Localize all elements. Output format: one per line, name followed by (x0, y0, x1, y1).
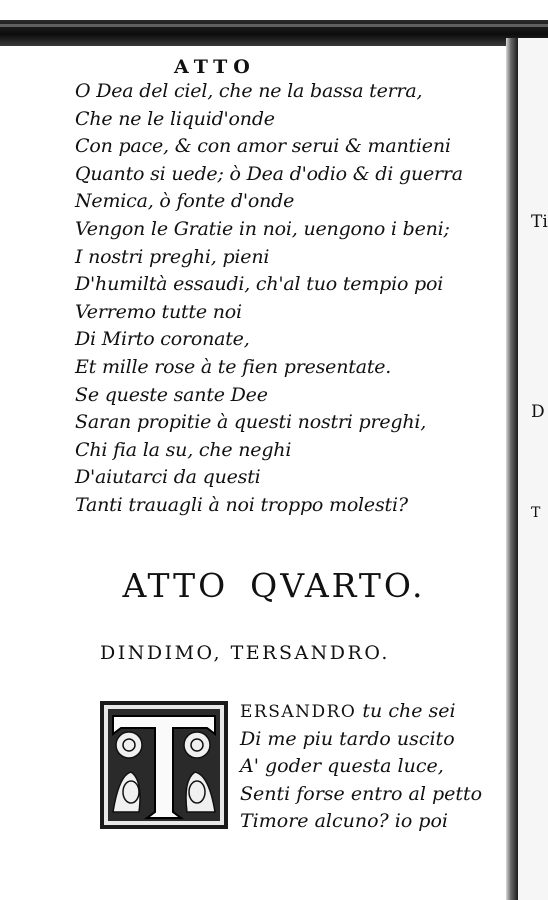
speech-line (240, 781, 482, 809)
verse-line: D'humiltà essaudi, ch'al tuo tempio poi (75, 273, 444, 296)
binding-highlight (0, 24, 548, 27)
woodcut-initial-t (99, 700, 229, 830)
speech-text: tu che sei (356, 700, 456, 722)
speech-line (240, 726, 482, 754)
verse-line: D'aiutarci da questi (75, 466, 261, 489)
verse-line: Nemica, ò fonte d'onde (75, 190, 295, 213)
speech-text: Senti forse entro al petto (240, 782, 483, 805)
speech-line (240, 698, 482, 726)
act-heading-word: ATTO (122, 566, 229, 605)
verse-line: Verremo tutte noi (75, 300, 242, 323)
facing-page-fragment: D (531, 402, 545, 422)
running-head: ATTO (174, 56, 256, 78)
verse-line: I nostri preghi, pieni (75, 245, 270, 268)
verse-line: Con pace, & con amor serui & mantieni (75, 135, 451, 158)
verse-line: Se queste sante Dee (75, 383, 268, 406)
speech-text: A' goder questa luce, (240, 755, 444, 778)
verse-block (75, 78, 463, 520)
speech-line (240, 808, 482, 836)
act-heading (0, 566, 548, 605)
verse-line: Di Mirto coronate, (75, 328, 250, 351)
facing-page-edge (518, 38, 548, 900)
verse-line: Chi fia la su, che neghi (75, 438, 292, 461)
speech-text: Di me piu tardo uscito (240, 727, 455, 750)
speech-line (240, 753, 482, 781)
verse-line: Tanti trauagli à noi troppo molesti? (75, 493, 408, 516)
speech-text: Timore alcuno? io poi (240, 810, 448, 833)
speaker-name: ERSANDRO (240, 702, 357, 722)
speaker-list: DINDIMO, TERSANDRO. (100, 642, 390, 664)
opening-speech (240, 698, 482, 836)
act-heading-number: QVARTO. (250, 566, 426, 605)
verse-line: Saran propitie à questi nostri preghi, (75, 411, 427, 434)
page-gutter (506, 38, 518, 900)
verse-line: O Dea del ciel, che ne la bassa terra, (75, 80, 423, 102)
verse-line: Vengon le Gratie in noi, uengono i beni; (75, 217, 450, 240)
facing-page-fragment: Ti (531, 212, 548, 232)
verse-line: Che ne le liquid'onde (75, 107, 275, 130)
facing-page-fragment: T (531, 505, 541, 521)
verse-line: Quanto si uede; ò Dea d'odio & di guerra (75, 162, 463, 185)
verse-line: Et mille rose à te fien presentate. (75, 355, 392, 378)
